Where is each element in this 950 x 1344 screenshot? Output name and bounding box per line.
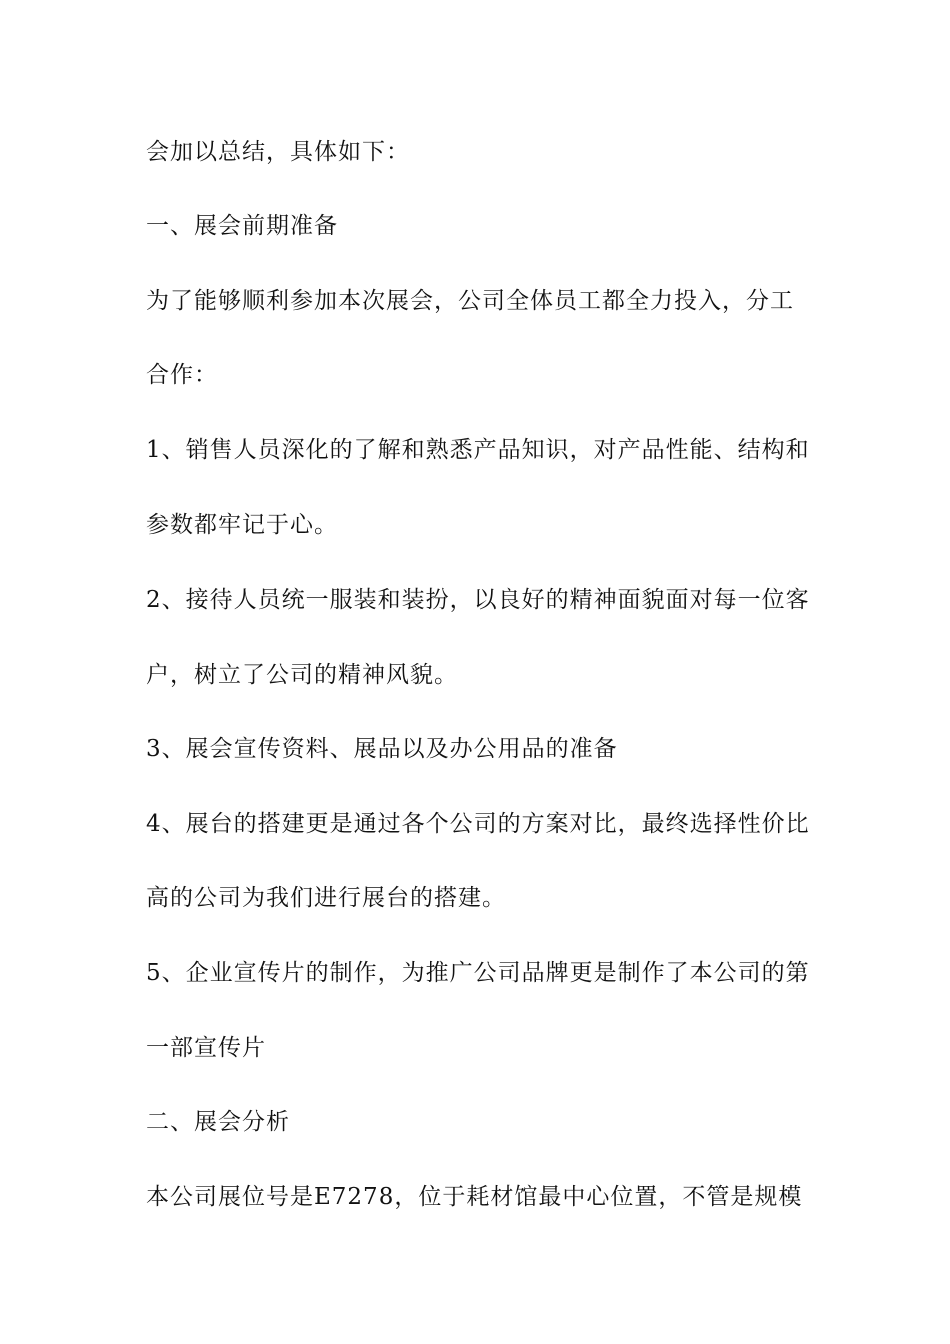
text-line: 合作： bbox=[146, 362, 218, 388]
list-item-text: 1、销售人员深化的了解和熟悉产品知识，对产品性能、结构和 bbox=[146, 437, 810, 463]
list-item-text: 一部宣传片 bbox=[146, 1035, 266, 1061]
list-item-text: 5、企业宣传片的制作，为推广公司品牌更是制作了本公司的第 bbox=[146, 960, 810, 986]
list-item-text: 户，树立了公司的精神风貌。 bbox=[146, 662, 458, 688]
list-item-text: 2、接待人员统一服装和装扮，以良好的精神面貌面对每一位客 bbox=[146, 587, 810, 613]
text-line: 会加以总结，具体如下： bbox=[146, 139, 410, 165]
section-heading: 二、展会分析 bbox=[146, 1109, 290, 1135]
list-item-text: 参数都牢记于心。 bbox=[146, 512, 338, 538]
text-line: 本公司展位号是E7278，位于耗材馆最中心位置，不管是规模 bbox=[146, 1184, 803, 1210]
list-item-text: 高的公司为我们进行展台的搭建。 bbox=[146, 885, 506, 911]
list-item-text: 3、展会宣传资料、展品以及办公用品的准备 bbox=[146, 736, 618, 762]
section-heading: 一、展会前期准备 bbox=[146, 213, 338, 239]
text-line: 为了能够顺利参加本次展会，公司全体员工都全力投入，分工 bbox=[146, 288, 794, 314]
list-item-text: 4、展台的搭建更是通过各个公司的方案对比，最终选择性价比 bbox=[146, 811, 810, 837]
